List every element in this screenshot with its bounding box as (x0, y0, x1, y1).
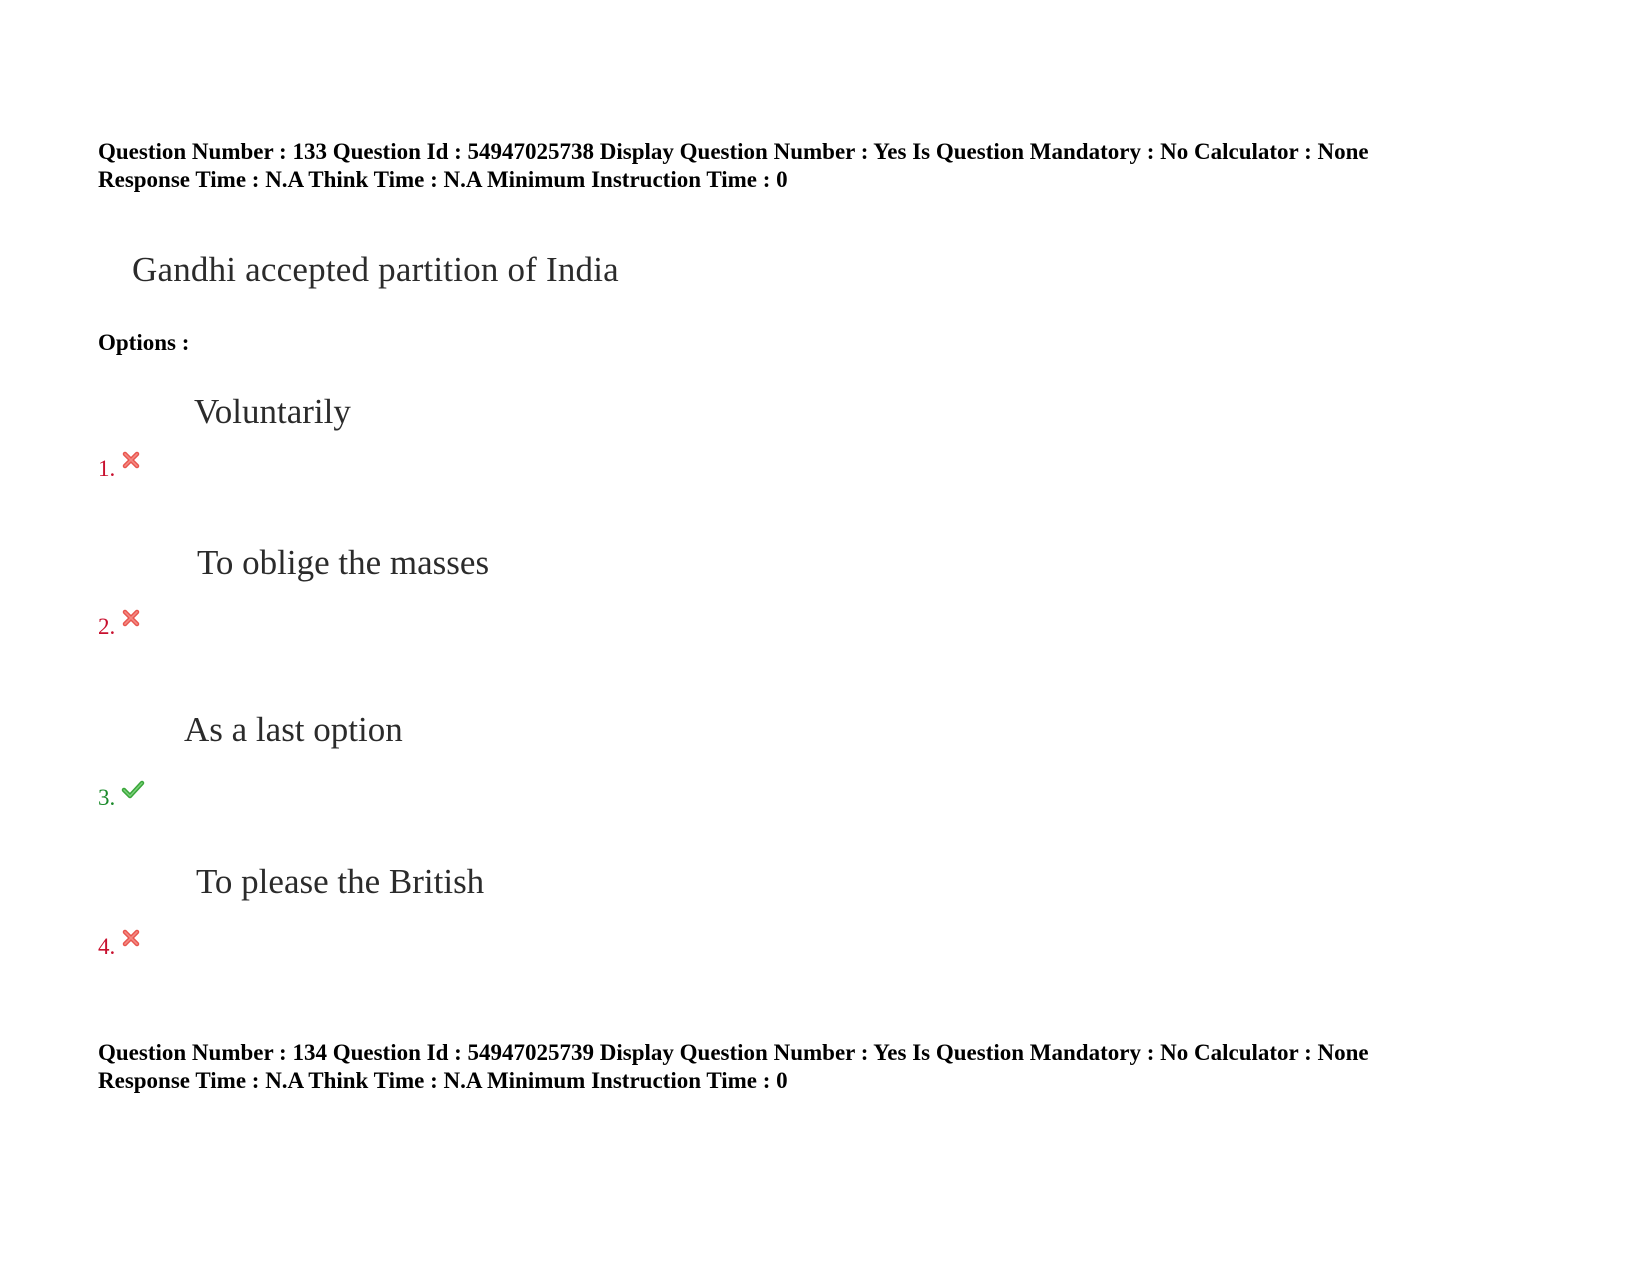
question-text: Gandhi accepted partition of India (132, 250, 619, 289)
option-4-marker (98, 934, 141, 960)
check-icon (121, 779, 145, 799)
option-4-text: To please the British (196, 862, 485, 901)
question-meta-line-1: Question Number : 133 Question Id : 54947025738 Display Question Number : Yes Is Question Mandatory : No Calculator : None (98, 139, 1369, 164)
question-meta-line-1: Question Number : 134 Question Id : 54947025739 Display Question Number : Yes Is Question Mandatory : No Calculator : None (98, 1040, 1369, 1065)
option-3-text: As a last option (184, 710, 403, 749)
question-133-header (98, 138, 1369, 194)
cross-icon (121, 928, 141, 948)
option-3-marker (98, 785, 145, 811)
option-2-marker (98, 614, 141, 640)
cross-icon (121, 450, 141, 470)
option-4-number: 4. (98, 934, 116, 959)
question-meta-line-2: Response Time : N.A Think Time : N.A Minimum Instruction Time : 0 (98, 167, 788, 192)
option-1-text: Voluntarily (194, 392, 351, 431)
options-label: Options : (98, 330, 190, 355)
option-3-number: 3. (98, 785, 116, 810)
question-meta-line-2: Response Time : N.A Think Time : N.A Minimum Instruction Time : 0 (98, 1068, 788, 1093)
question-134-header (98, 1039, 1369, 1095)
option-2-number: 2. (98, 614, 116, 639)
cross-icon (121, 608, 141, 628)
option-1-number: 1. (98, 456, 116, 481)
option-1-marker (98, 456, 141, 482)
option-2-text: To oblige the masses (197, 543, 490, 582)
